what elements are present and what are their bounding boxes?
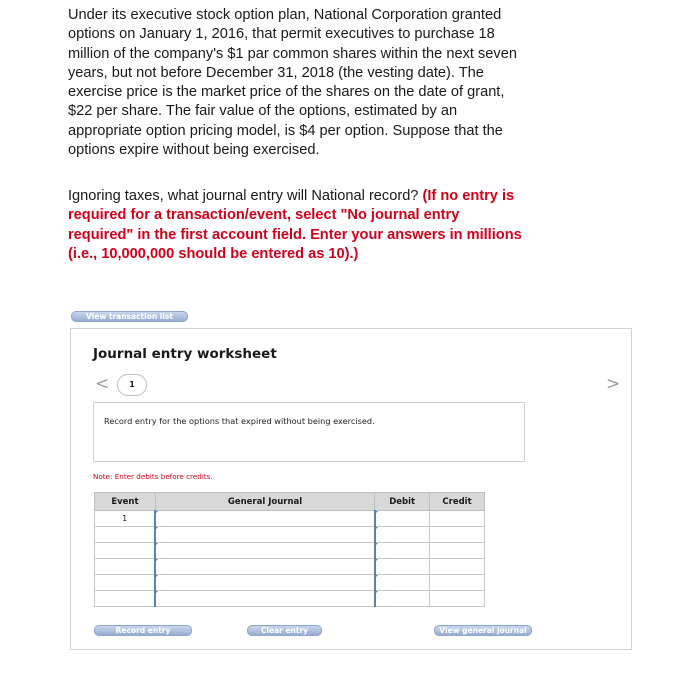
page-number-button[interactable]: 1 (117, 374, 147, 396)
table-row (95, 527, 485, 543)
previous-arrow-icon[interactable]: < (95, 374, 110, 394)
record-entry-button[interactable]: Record entry (94, 625, 192, 636)
field-marker-icon (155, 591, 158, 594)
account-input[interactable] (156, 574, 377, 591)
question-instruction: (If no entry is required for a transaction/event, select "No journal entry required" in the first account field. Enter your answers in millions (i.e., 10,000,000 should be entered as 10).) (68, 188, 522, 262)
debit-field[interactable] (375, 511, 430, 527)
debit-field[interactable] (375, 559, 430, 575)
account-field[interactable] (155, 543, 374, 559)
account-field[interactable] (155, 559, 374, 575)
credit-input[interactable] (430, 574, 488, 591)
field-marker-icon (155, 511, 158, 514)
table-row (95, 543, 485, 559)
account-field[interactable] (155, 511, 374, 527)
journal-table (94, 492, 485, 607)
record-instruction-box (93, 402, 525, 462)
field-marker-icon (155, 559, 158, 562)
account-input[interactable] (156, 510, 377, 527)
account-input[interactable] (156, 526, 377, 543)
credit-field[interactable] (430, 575, 485, 591)
event-cell (95, 575, 156, 591)
event-cell: 1 (95, 511, 156, 527)
debit-input[interactable] (376, 526, 433, 543)
record-instruction-text: Record entry for the options that expired without being exercised. (104, 416, 375, 426)
field-marker-icon (155, 575, 158, 578)
worksheet-title: Journal entry worksheet (93, 346, 277, 362)
debit-input[interactable] (376, 542, 433, 559)
credit-field[interactable] (430, 527, 485, 543)
question-text: Under its executive stock option plan, National Corporation granted options on January 1, 2016, that permit executives to purchase 18 million of the company's $1 par common shares within the next seven years, but not before December 31, 2018 (the vesting date). The exercise price is the market price of the shares on the date of grant, $22 per share. The fair value of the options, estimated by an appropriate option pricing model, is $4 per option. Suppose that the options expire without being exercised. (68, 7, 517, 159)
debit-input[interactable] (376, 574, 433, 591)
credit-field[interactable] (430, 559, 485, 575)
field-marker-icon (155, 527, 158, 530)
column-header-event: Event (95, 493, 156, 511)
event-cell (95, 591, 156, 607)
table-row (95, 591, 485, 607)
question-prompt-text: Ignoring taxes, what journal entry will National record? (68, 188, 419, 204)
view-general-journal-button[interactable]: View general journal (434, 625, 532, 636)
field-marker-icon (375, 559, 378, 562)
credit-field[interactable] (430, 511, 485, 527)
credit-field[interactable] (430, 591, 485, 607)
account-input[interactable] (156, 542, 377, 559)
field-marker-icon (375, 575, 378, 578)
debit-field[interactable] (375, 527, 430, 543)
account-input[interactable] (156, 558, 377, 575)
credit-input[interactable] (430, 542, 488, 559)
field-marker-icon (375, 527, 378, 530)
table-row (95, 575, 485, 591)
debit-field[interactable] (375, 591, 430, 607)
column-header-debit: Debit (375, 493, 430, 511)
debit-input[interactable] (376, 590, 433, 607)
credit-input[interactable] (430, 590, 488, 607)
field-marker-icon (375, 511, 378, 514)
question-prompt (68, 187, 528, 264)
event-cell (95, 543, 156, 559)
account-field[interactable] (155, 527, 374, 543)
account-field[interactable] (155, 575, 374, 591)
account-field[interactable] (155, 591, 374, 607)
column-header-credit: Credit (430, 493, 485, 511)
credit-input[interactable] (430, 510, 488, 527)
event-cell (95, 527, 156, 543)
clear-entry-button[interactable]: Clear entry (247, 625, 322, 636)
view-transaction-list-button[interactable]: View transaction list (71, 311, 188, 322)
credit-input[interactable] (430, 558, 488, 575)
debit-field[interactable] (375, 575, 430, 591)
journal-header-row (95, 493, 485, 511)
field-marker-icon (375, 591, 378, 594)
column-header-general-journal: General Journal (155, 493, 374, 511)
event-cell (95, 559, 156, 575)
next-arrow-icon[interactable]: > (606, 374, 621, 394)
credit-field[interactable] (430, 543, 485, 559)
debit-field[interactable] (375, 543, 430, 559)
journal-entry-worksheet (70, 328, 632, 650)
table-row (95, 511, 485, 527)
debits-credits-note: Note: Enter debits before credits. (93, 472, 213, 481)
table-row (95, 559, 485, 575)
account-input[interactable] (156, 590, 377, 607)
debit-input[interactable] (376, 558, 433, 575)
debit-input[interactable] (376, 510, 433, 527)
field-marker-icon (375, 543, 378, 546)
credit-input[interactable] (430, 526, 488, 543)
field-marker-icon (155, 543, 158, 546)
